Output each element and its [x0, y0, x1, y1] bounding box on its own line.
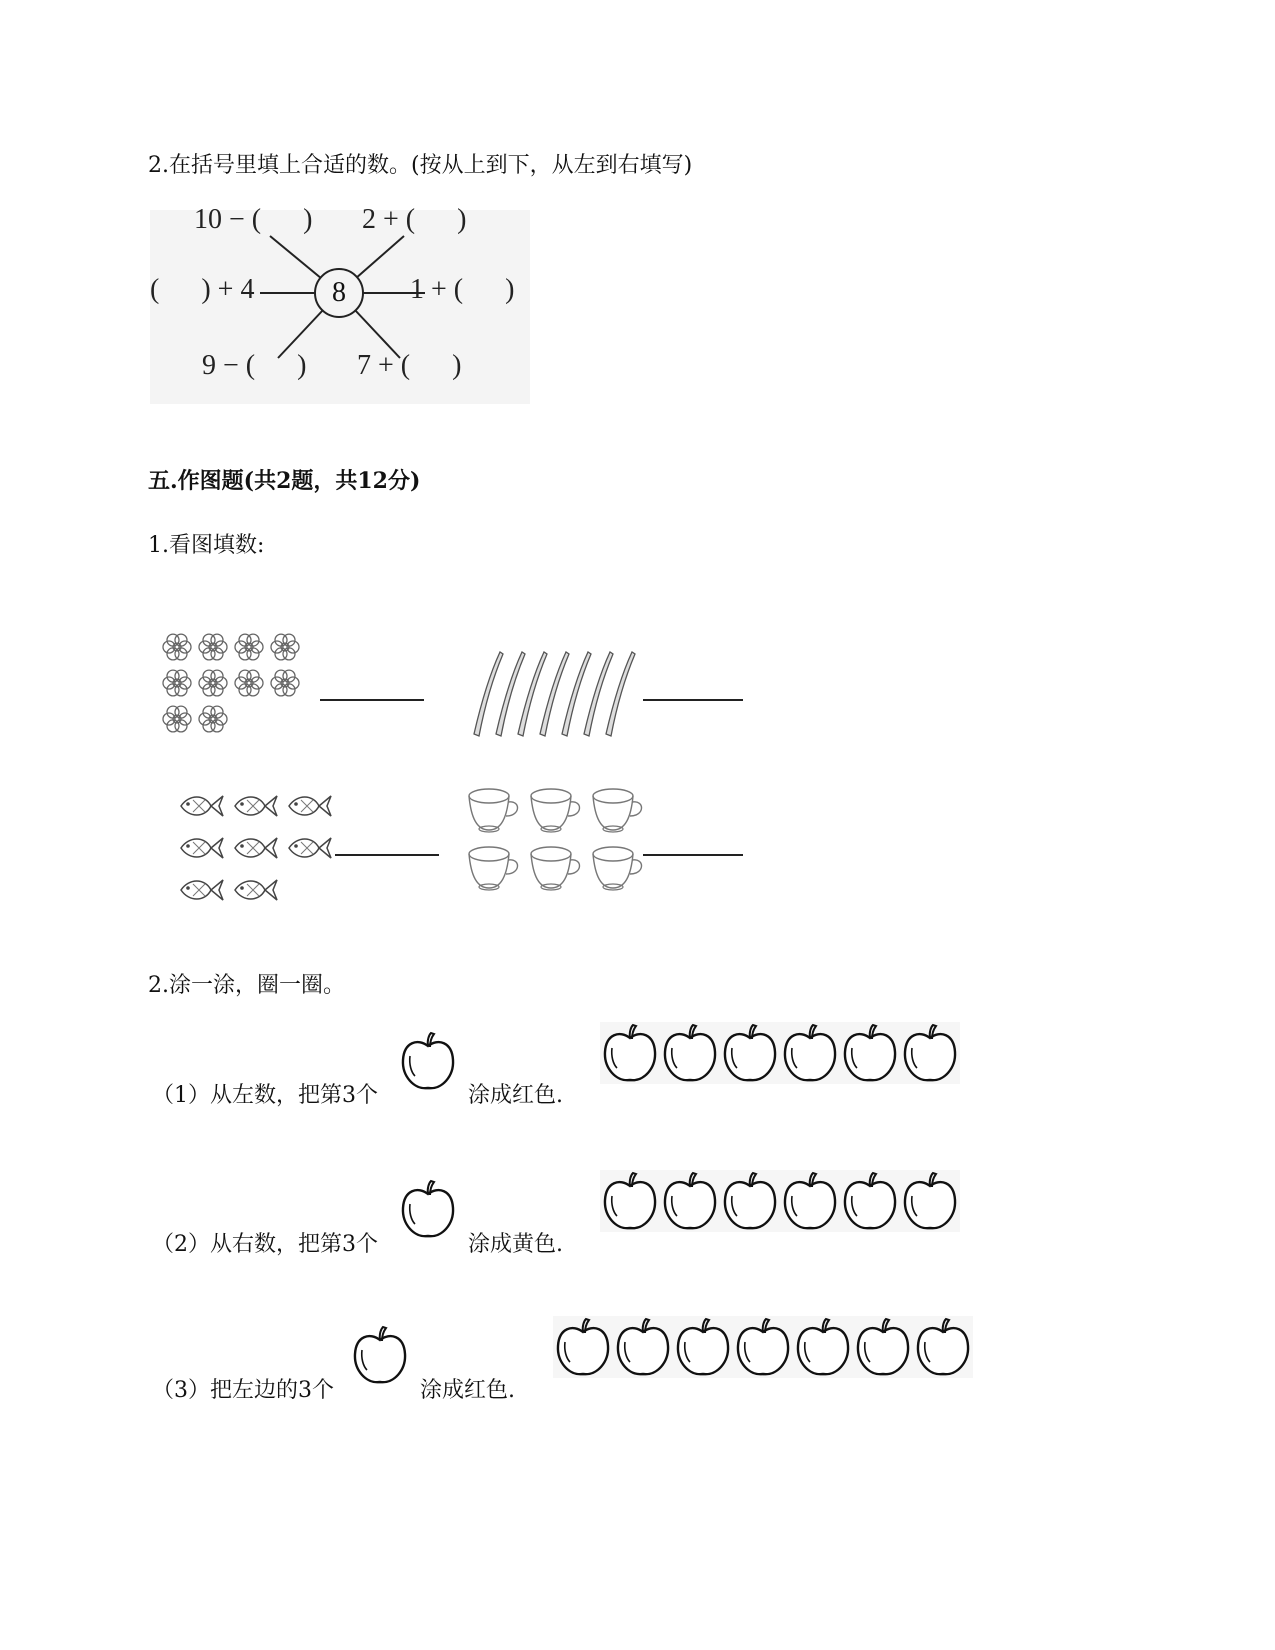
apple-icon: [853, 1316, 913, 1378]
item-2-prefix: （2）从右数，把第3个: [152, 1232, 378, 1257]
fish-icon: [229, 828, 281, 868]
flower-icon: [268, 666, 302, 700]
flower-icon: [268, 630, 302, 664]
apple-icon: [660, 1170, 720, 1232]
label-bottom-right: 7 + ( ): [357, 350, 462, 381]
bean-pod-group: [468, 648, 648, 738]
flower-icon: [196, 666, 230, 700]
fish-icon: [175, 786, 227, 826]
apple-icon: [613, 1316, 673, 1378]
label-bottom-left: 9 − ( ): [202, 350, 307, 381]
apple-icon: [900, 1022, 960, 1084]
apple-icon: [840, 1170, 900, 1232]
apple-icon: [350, 1324, 410, 1386]
item-1-suffix: 涂成红色.: [468, 1083, 563, 1108]
apple-icon: [673, 1316, 733, 1378]
flower-icon: [160, 666, 194, 700]
label-top-left: 10 − ( ): [194, 204, 313, 235]
bean-pod-icon: [468, 648, 648, 738]
question-title: 2.涂一涂，圈一圈。: [148, 973, 345, 998]
label-top-right: 2 + ( ): [362, 204, 467, 235]
apple-icon: [780, 1170, 840, 1232]
apple-icon: [793, 1316, 853, 1378]
number-star-diagram: [150, 204, 530, 404]
apple-icon: [398, 1178, 458, 1240]
fish-group: [175, 786, 335, 910]
cup-icon: [525, 784, 585, 840]
label-mid-right: 1 + ( ): [410, 274, 515, 305]
fish-icon: [175, 870, 227, 910]
apple-icon: [398, 1178, 458, 1240]
question-title: 2.在括号里填上合适的数。(按从上到下，从左到右填写): [148, 153, 693, 178]
apple-icon: [733, 1316, 793, 1378]
answer-blank-fish[interactable]: [335, 854, 439, 856]
apple-icon: [913, 1316, 973, 1378]
apple-icon: [600, 1022, 660, 1084]
cup-group: [463, 784, 647, 898]
flower-group: [160, 630, 302, 736]
flower-icon: [232, 666, 266, 700]
fish-icon: [283, 786, 335, 826]
cup-icon: [463, 784, 523, 840]
fish-icon: [229, 870, 281, 910]
apple-icon: [398, 1030, 458, 1092]
answer-blank-pods[interactable]: [643, 699, 743, 701]
apple-icon: [840, 1022, 900, 1084]
apple-icon: [720, 1170, 780, 1232]
question-title: 1.看图填数:: [148, 533, 265, 558]
center-number: 8: [332, 277, 346, 308]
item-3-suffix: 涂成红色.: [420, 1378, 515, 1403]
apple-icon: [720, 1022, 780, 1084]
item-2-suffix: 涂成黄色.: [468, 1232, 563, 1257]
fish-icon: [283, 828, 335, 868]
cup-icon: [587, 842, 647, 898]
flower-icon: [196, 702, 230, 736]
answer-blank-flowers[interactable]: [320, 699, 424, 701]
fish-icon: [175, 828, 227, 868]
apple-icon: [660, 1022, 720, 1084]
fish-icon: [229, 786, 281, 826]
label-mid-left: ( ) + 4: [150, 274, 255, 305]
apple-icon: [398, 1030, 458, 1092]
apple-icon: [553, 1316, 613, 1378]
answer-blank-cups[interactable]: [643, 854, 743, 856]
flower-icon: [160, 630, 194, 664]
apple-icon: [780, 1022, 840, 1084]
apple-icon: [350, 1324, 410, 1386]
apple-icon: [900, 1170, 960, 1232]
section-title: 五.作图题(共2题，共12分): [148, 468, 421, 494]
apple-row-2: [600, 1170, 960, 1232]
flower-icon: [196, 630, 230, 664]
apple-icon: [600, 1170, 660, 1232]
cup-icon: [587, 784, 647, 840]
cup-icon: [463, 842, 523, 898]
flower-icon: [232, 630, 266, 664]
apple-row-3: [553, 1316, 973, 1378]
apple-row-1: [600, 1022, 960, 1084]
item-3-prefix: （3）把左边的3个: [152, 1378, 334, 1403]
item-1-prefix: （1）从左数，把第3个: [152, 1083, 378, 1108]
cup-icon: [525, 842, 585, 898]
flower-icon: [160, 702, 194, 736]
